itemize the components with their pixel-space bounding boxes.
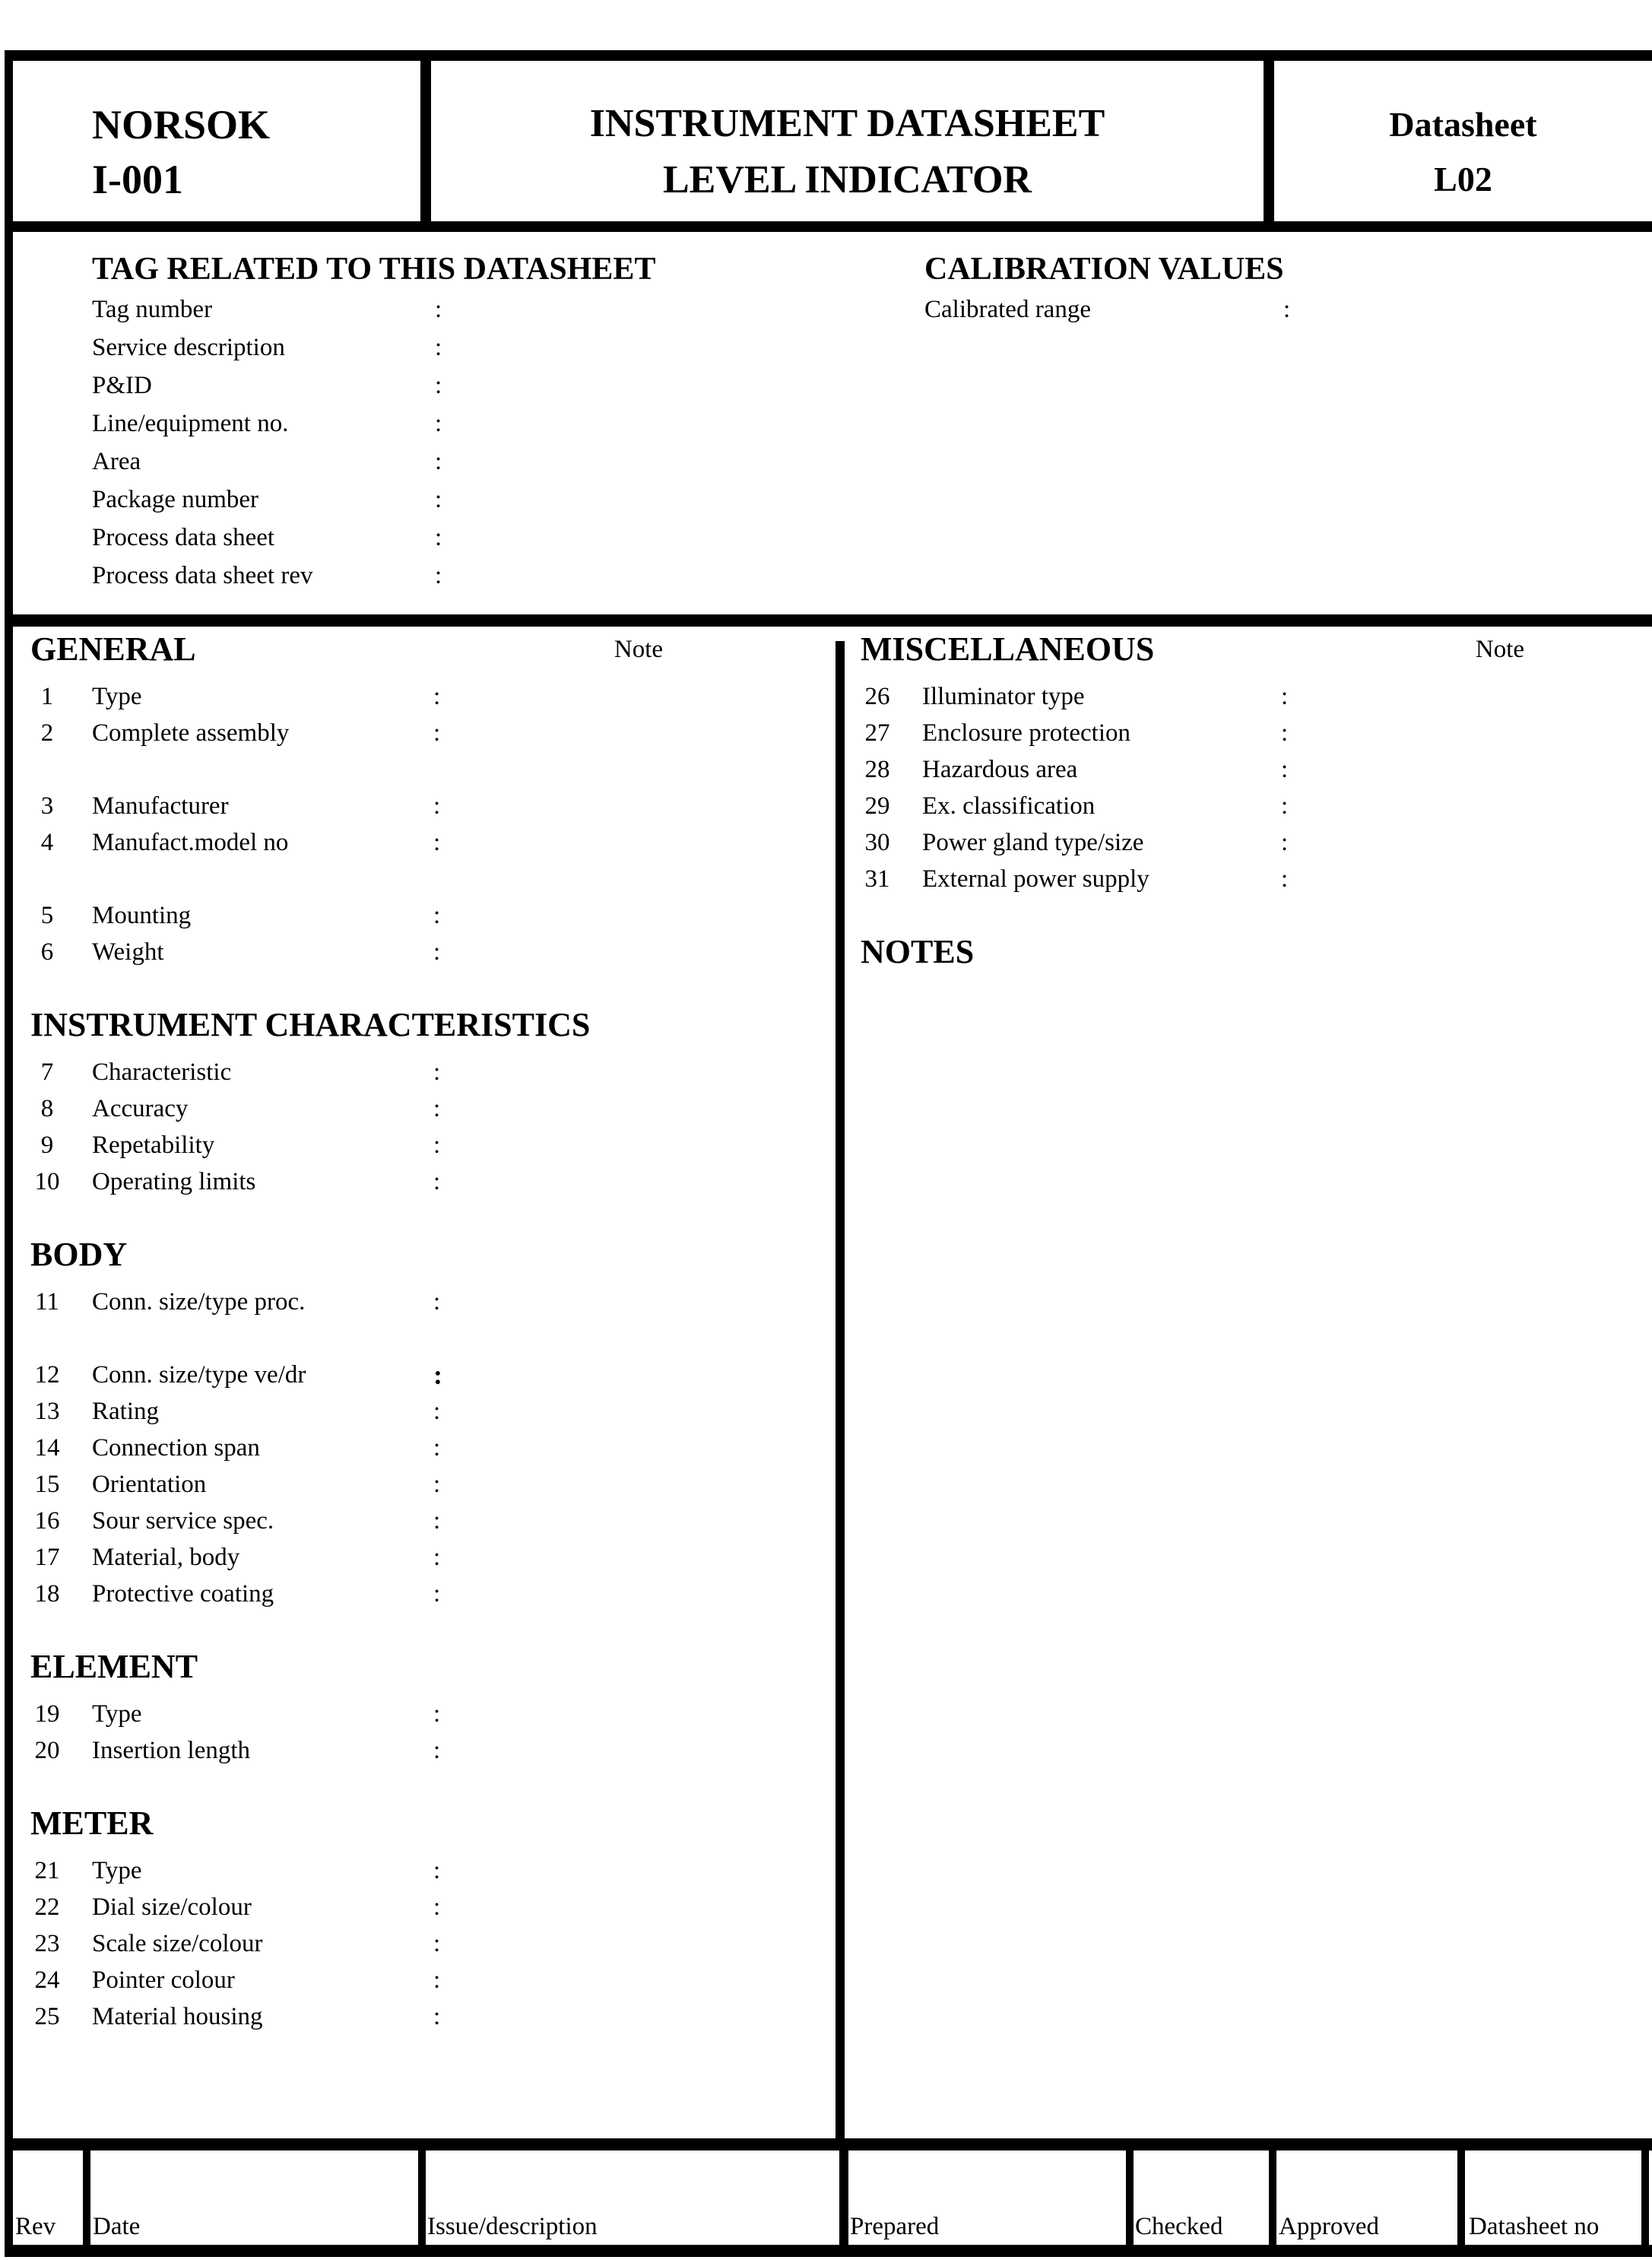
numbered-field-row bbox=[30, 1503, 829, 1539]
row-number: 24 bbox=[34, 1966, 60, 1994]
group-heading: INSTRUMENT CHARACTERISTICS bbox=[30, 1006, 591, 1043]
row-number: 26 bbox=[864, 683, 890, 710]
field-label: Rating bbox=[92, 1398, 159, 1425]
field-colon: : bbox=[435, 486, 442, 513]
row-number: 25 bbox=[34, 2003, 60, 2030]
field-colon: : bbox=[433, 1471, 441, 1498]
header-divider-left bbox=[420, 61, 431, 221]
right-column bbox=[861, 631, 1640, 981]
field-label: Complete assembly bbox=[92, 719, 290, 747]
field-label: Orientation bbox=[92, 1471, 207, 1498]
field-colon: : bbox=[1281, 865, 1289, 893]
footer-right-border bbox=[1641, 2150, 1649, 2246]
numbered-field-row bbox=[30, 1539, 829, 1576]
row-number: 9 bbox=[40, 1132, 54, 1159]
field-colon: : bbox=[433, 2003, 441, 2030]
numbered-field-row bbox=[861, 678, 1640, 715]
row-number: 31 bbox=[864, 865, 890, 893]
datasheet-number: L02 bbox=[1434, 159, 1492, 198]
footer-col-checked: Checked bbox=[1135, 2213, 1223, 2240]
footer-divider-prepared-checked bbox=[1126, 2150, 1134, 2246]
footer-col-date: Date bbox=[93, 2213, 141, 2240]
spacer bbox=[30, 1769, 829, 1805]
field-colon: : bbox=[433, 1893, 441, 1921]
row-number: 5 bbox=[40, 902, 54, 929]
field-colon: : bbox=[433, 1544, 441, 1571]
field-row bbox=[92, 481, 852, 519]
field-label: Power gland type/size bbox=[922, 829, 1144, 856]
numbered-field-row bbox=[30, 1889, 829, 1925]
header-doc-cell bbox=[1274, 82, 1652, 221]
field-label: Ex. classification bbox=[922, 792, 1096, 820]
field-label: Material, body bbox=[92, 1544, 240, 1571]
spacer bbox=[30, 970, 829, 1007]
numbered-field-row bbox=[30, 1852, 829, 1889]
field-label: Process data sheet rev bbox=[92, 562, 313, 589]
field-colon: : bbox=[433, 1168, 441, 1195]
group-heading-row bbox=[30, 1007, 829, 1043]
row-number: 30 bbox=[864, 829, 890, 856]
row-number: 16 bbox=[34, 1507, 60, 1535]
field-colon: : bbox=[433, 792, 441, 820]
field-colon: : bbox=[433, 902, 441, 929]
footer-col-approved: Approved bbox=[1279, 2213, 1379, 2240]
group-heading: ELEMENT bbox=[30, 1648, 198, 1685]
field-label: Conn. size/type ve/dr bbox=[92, 1361, 306, 1389]
footer-divider-rev-date bbox=[83, 2150, 90, 2246]
field-colon: : bbox=[433, 1095, 441, 1122]
row-number: 10 bbox=[34, 1168, 60, 1195]
calibration-section-title: CALIBRATION VALUES bbox=[924, 252, 1284, 287]
numbered-field-row bbox=[30, 678, 829, 715]
field-colon: : bbox=[433, 829, 441, 856]
row-number: 18 bbox=[34, 1580, 60, 1608]
field-colon: : bbox=[433, 1059, 441, 1086]
field-label: Insertion length bbox=[92, 1737, 251, 1764]
field-colon: : bbox=[433, 1966, 441, 1994]
numbered-field-row bbox=[30, 1962, 829, 1998]
group-heading: MISCELLANEOUS bbox=[861, 630, 1155, 668]
row-number: 28 bbox=[864, 756, 890, 783]
left-column bbox=[30, 631, 829, 2035]
numbered-field-row bbox=[30, 1284, 829, 1320]
field-row bbox=[92, 557, 852, 595]
field-colon: : bbox=[435, 448, 442, 475]
field-colon: : bbox=[435, 562, 442, 589]
row-number: 7 bbox=[40, 1059, 54, 1086]
field-colon: : bbox=[435, 524, 442, 551]
field-label: Protective coating bbox=[92, 1580, 274, 1608]
numbered-field-row bbox=[30, 788, 829, 824]
field-colon: : bbox=[435, 296, 442, 323]
row-number: 4 bbox=[40, 829, 54, 856]
numbered-field-row bbox=[30, 1054, 829, 1090]
row-number: 21 bbox=[34, 1857, 60, 1884]
field-colon: : bbox=[433, 1360, 442, 1390]
field-label: Enclosure protection bbox=[922, 719, 1130, 747]
field-colon: : bbox=[433, 1288, 441, 1316]
group-heading: GENERAL bbox=[30, 630, 196, 668]
field-label: Line/equipment no. bbox=[92, 410, 289, 437]
numbered-field-row bbox=[861, 751, 1640, 788]
numbered-field-row bbox=[30, 1430, 829, 1466]
field-row bbox=[92, 443, 852, 481]
field-colon: : bbox=[435, 372, 442, 399]
field-colon: : bbox=[433, 1737, 441, 1764]
field-colon: : bbox=[1281, 683, 1289, 710]
row-number: 29 bbox=[864, 792, 890, 820]
field-colon: : bbox=[1283, 296, 1291, 323]
spacer bbox=[30, 861, 829, 897]
numbered-field-row bbox=[861, 788, 1640, 824]
footer-col-issue-description: Issue/description bbox=[427, 2213, 598, 2240]
field-colon: : bbox=[1281, 756, 1289, 783]
main-bottom-bar bbox=[5, 2138, 1652, 2150]
numbered-field-row bbox=[30, 897, 829, 934]
row-number: 20 bbox=[34, 1737, 60, 1764]
field-label: Process data sheet bbox=[92, 524, 275, 551]
numbered-field-row bbox=[861, 824, 1640, 861]
document-title-line1: INSTRUMENT DATASHEET bbox=[589, 101, 1105, 145]
row-number: 22 bbox=[34, 1893, 60, 1921]
row-number: 8 bbox=[40, 1095, 54, 1122]
row-number: 12 bbox=[34, 1361, 60, 1389]
group-heading-row bbox=[30, 1649, 829, 1685]
tag-section-title: TAG RELATED TO THIS DATASHEET bbox=[92, 252, 656, 287]
numbered-field-row bbox=[861, 861, 1640, 897]
row-number: 17 bbox=[34, 1544, 60, 1571]
footer-col-datasheet-no: Datasheet no bbox=[1469, 2213, 1600, 2240]
field-label: Package number bbox=[92, 486, 258, 513]
row-number: 14 bbox=[34, 1434, 60, 1462]
footer-col-rev: Rev bbox=[15, 2213, 56, 2240]
numbered-field-row bbox=[861, 715, 1640, 751]
footer-divider-approved-datasheetno bbox=[1457, 2150, 1465, 2246]
group-heading-row bbox=[30, 631, 829, 668]
field-colon: : bbox=[433, 1857, 441, 1884]
spacer bbox=[861, 897, 1640, 934]
field-label: Sour service spec. bbox=[92, 1507, 274, 1535]
field-label: Conn. size/type proc. bbox=[92, 1288, 306, 1316]
field-colon: : bbox=[433, 1580, 441, 1608]
field-colon: : bbox=[1281, 792, 1289, 820]
field-label: Service description bbox=[92, 334, 285, 361]
top-border-bar bbox=[5, 50, 1652, 61]
field-label: Scale size/colour bbox=[92, 1930, 263, 1957]
footer-divider-issue-prepared bbox=[839, 2150, 848, 2246]
note-column-header: Note bbox=[614, 636, 664, 663]
header-org-cell bbox=[12, 82, 420, 221]
field-colon: : bbox=[433, 683, 441, 710]
field-colon: : bbox=[433, 719, 441, 747]
group-heading-row bbox=[30, 1805, 829, 1842]
bottom-border-bar bbox=[5, 2245, 1652, 2257]
tag-section-bottom-bar bbox=[5, 614, 1652, 627]
numbered-field-row bbox=[30, 1163, 829, 1200]
spacer bbox=[30, 1200, 829, 1236]
field-label: Calibrated range bbox=[924, 296, 1091, 323]
row-number: 23 bbox=[34, 1930, 60, 1957]
row-number: 3 bbox=[40, 792, 54, 820]
field-label: Manufact.model no bbox=[92, 829, 289, 856]
field-label: Connection span bbox=[92, 1434, 260, 1462]
field-label: Accuracy bbox=[92, 1095, 189, 1122]
field-label: Manufacturer bbox=[92, 792, 229, 820]
field-colon: : bbox=[433, 1398, 441, 1425]
field-row bbox=[92, 405, 852, 443]
numbered-field-row bbox=[30, 715, 829, 751]
numbered-field-row bbox=[30, 1925, 829, 1962]
spacer bbox=[30, 1320, 829, 1357]
group-heading-row bbox=[30, 1236, 829, 1273]
field-colon: : bbox=[433, 1434, 441, 1462]
spacer bbox=[30, 751, 829, 788]
footer-col-prepared: Prepared bbox=[850, 2213, 940, 2240]
numbered-field-row bbox=[30, 1466, 829, 1503]
org-name: NORSOK bbox=[92, 101, 271, 148]
field-label: Material housing bbox=[92, 2003, 263, 2030]
group-heading: BODY bbox=[30, 1236, 128, 1273]
row-number: 6 bbox=[40, 938, 54, 966]
field-label: Weight bbox=[92, 938, 164, 966]
field-label: Characteristic bbox=[92, 1059, 232, 1086]
column-divider bbox=[836, 641, 845, 2138]
numbered-field-row bbox=[30, 1732, 829, 1769]
field-label: Hazardous area bbox=[922, 756, 1078, 783]
field-row bbox=[924, 290, 1639, 329]
field-label: External power supply bbox=[922, 865, 1149, 893]
field-label: Type bbox=[92, 1857, 142, 1884]
field-label: Pointer colour bbox=[92, 1966, 235, 1994]
field-colon: : bbox=[433, 938, 441, 966]
row-number: 2 bbox=[40, 719, 54, 747]
numbered-field-row bbox=[30, 1357, 829, 1393]
numbered-field-row bbox=[30, 1393, 829, 1430]
field-label: Tag number bbox=[92, 296, 213, 323]
numbered-field-row bbox=[30, 1090, 829, 1127]
field-row bbox=[92, 290, 852, 329]
field-colon: : bbox=[1281, 829, 1289, 856]
tag-section bbox=[92, 251, 852, 595]
field-colon: : bbox=[433, 1700, 441, 1728]
field-row bbox=[92, 329, 852, 367]
field-colon: : bbox=[1281, 719, 1289, 747]
field-label: Mounting bbox=[92, 902, 192, 929]
field-label: P&ID bbox=[92, 372, 152, 399]
calibration-section bbox=[924, 251, 1639, 329]
numbered-field-row bbox=[30, 1576, 829, 1612]
group-heading-row bbox=[861, 631, 1640, 668]
field-label: Area bbox=[92, 448, 141, 475]
document-title-line2: LEVEL INDICATOR bbox=[663, 157, 1032, 202]
group-heading-row bbox=[861, 934, 1640, 970]
row-number: 13 bbox=[34, 1398, 60, 1425]
numbered-field-row bbox=[30, 824, 829, 861]
numbered-field-row bbox=[30, 1998, 829, 2035]
field-label: Dial size/colour bbox=[92, 1893, 252, 1921]
note-column-header: Note bbox=[1475, 636, 1525, 663]
field-label: Operating limits bbox=[92, 1168, 256, 1195]
field-colon: : bbox=[433, 1930, 441, 1957]
footer-divider-checked-approved bbox=[1269, 2150, 1276, 2246]
field-colon: : bbox=[433, 1507, 441, 1535]
field-colon: : bbox=[435, 334, 442, 361]
field-label: Type bbox=[92, 1700, 142, 1728]
datasheet-label: Datasheet bbox=[1389, 104, 1537, 144]
footer-divider-date-issue bbox=[418, 2150, 426, 2246]
field-label: Illuminator type bbox=[922, 683, 1085, 710]
row-number: 11 bbox=[35, 1288, 59, 1316]
org-standard-code: I-001 bbox=[92, 156, 183, 202]
numbered-field-row bbox=[30, 934, 829, 970]
field-row bbox=[92, 367, 852, 405]
row-number: 19 bbox=[34, 1700, 60, 1728]
field-label: Repetability bbox=[92, 1132, 215, 1159]
numbered-field-row bbox=[30, 1696, 829, 1732]
numbered-field-row bbox=[30, 1127, 829, 1163]
row-number: 1 bbox=[40, 683, 54, 710]
header-bottom-bar bbox=[5, 221, 1652, 232]
field-label: Type bbox=[92, 683, 142, 710]
header-divider-right bbox=[1264, 61, 1274, 221]
row-number: 15 bbox=[34, 1471, 60, 1498]
header-title-cell bbox=[431, 82, 1264, 221]
field-colon: : bbox=[435, 410, 442, 437]
field-colon: : bbox=[433, 1132, 441, 1159]
spacer bbox=[30, 1612, 829, 1649]
field-row bbox=[92, 519, 852, 557]
group-heading: METER bbox=[30, 1805, 154, 1842]
group-heading: NOTES bbox=[861, 933, 975, 970]
row-number: 27 bbox=[864, 719, 890, 747]
left-border-bar bbox=[5, 50, 13, 2257]
